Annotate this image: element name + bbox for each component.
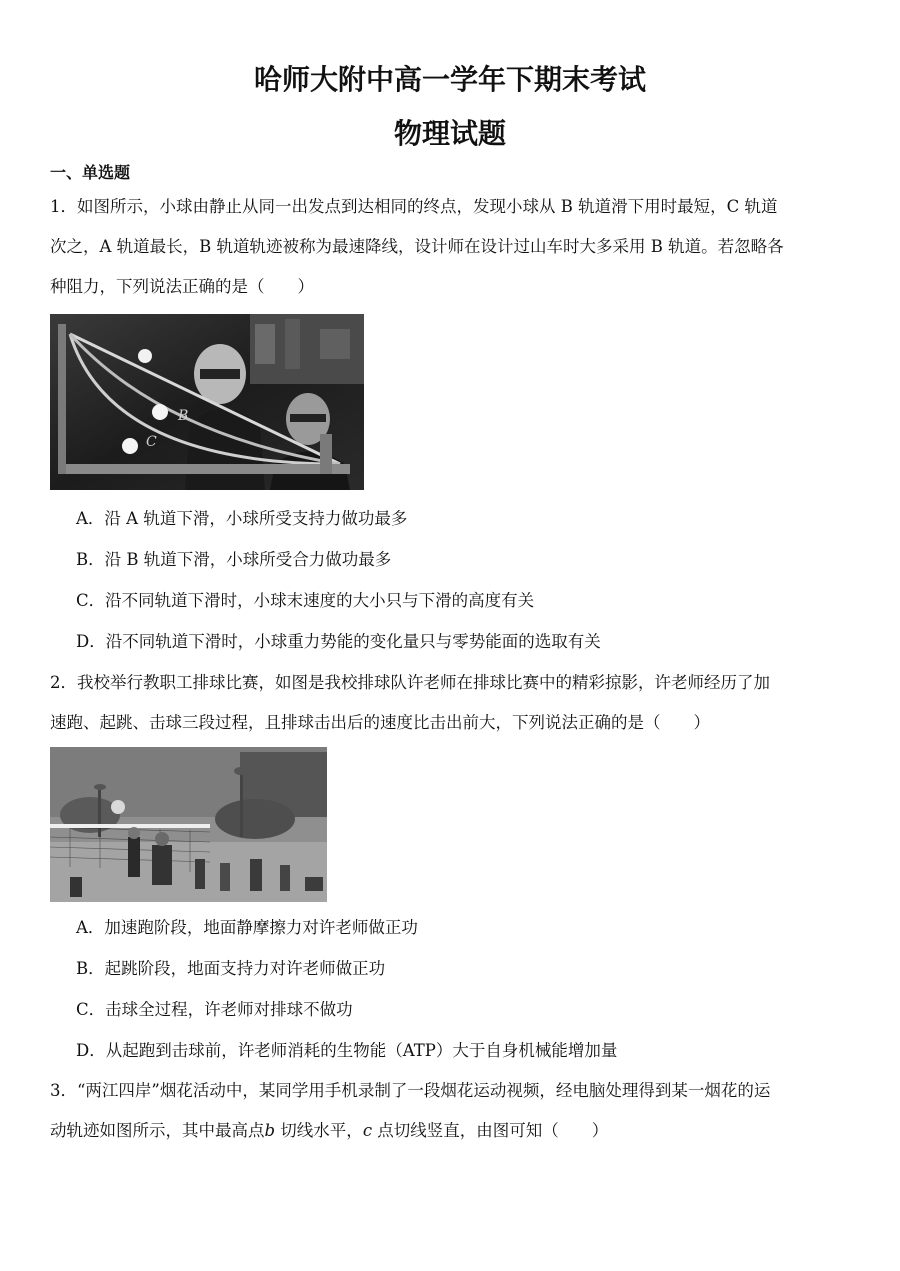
exam-title: 哈师大附中高一学年下期末考试 — [253, 63, 646, 96]
section-heading: 一、单选题 — [50, 163, 131, 182]
q1-track-photo — [50, 314, 364, 490]
q3-stem-text-a: 动轨迹如图所示，其中最高点 — [50, 1121, 265, 1140]
q3-point-c: c — [362, 1121, 373, 1140]
q3-point-b: b — [264, 1121, 276, 1140]
q1-stem-line-2: 次之，A 轨道最长，B 轨道轨迹被称为最速降线，设计师在设计过山车时大多采用 B 轨道。若忽略各 — [50, 237, 784, 256]
q1-option-d[interactable]: D．沿不同轨道下滑时，小球重力势能的变化量只与零势能面的选取有关 — [76, 632, 601, 651]
track-label-c: C — [146, 434, 157, 450]
track-label-b: B — [178, 408, 189, 424]
q1-stem-line-3: 种阻力，下列说法正确的是（ ） — [50, 277, 314, 296]
q1-track-photo-graphic — [50, 314, 364, 490]
q2-option-c[interactable]: C．击球全过程，许老师对排球不做功 — [76, 1000, 353, 1019]
q1-stem-line-1: 1．如图所示，小球由静止从同一出发点到达相同的终点，发现小球从 B 轨道滑下用时最短，C 轨道 — [50, 197, 778, 216]
q2-stem-line-1: 2．我校举行教职工排球比赛，如图是我校排球队许老师在排球比赛中的精彩掠影，许老师经历了加 — [50, 673, 770, 692]
q1-option-a[interactable]: A．沿 A 轨道下滑，小球所受支持力做功最多 — [76, 509, 408, 528]
exam-subtitle: 物理试题 — [393, 117, 506, 150]
q1-option-c[interactable]: C．沿不同轨道下滑时，小球末速度的大小只与下滑的高度有关 — [76, 591, 535, 610]
q3-stem-text-e: 点切线竖直，由图可知（ ） — [372, 1121, 609, 1140]
q3-stem-line-1: 3．“两江四岸”烟花活动中，某同学用手机录制了一段烟花运动视频，经电脑处理得到某一烟花的运 — [50, 1081, 771, 1100]
q2-option-a[interactable]: A．加速跑阶段，地面静摩擦力对许老师做正功 — [76, 918, 418, 937]
q2-volleyball-photo — [50, 747, 327, 902]
q3-stem-text-c: 切线水平， — [275, 1121, 363, 1140]
q2-option-d[interactable]: D．从起跑到击球前，许老师消耗的生物能（ATP）大于自身机械能增加量 — [76, 1041, 618, 1060]
q1-option-b[interactable]: B．沿 B 轨道下滑，小球所受合力做功最多 — [76, 550, 392, 569]
q3-stem-line-2 — [50, 1120, 608, 1142]
q2-volleyball-photo-graphic — [50, 747, 327, 902]
q2-stem-line-2: 速跑、起跳、击球三段过程，且排球击出后的速度比击出前大，下列说法正确的是（ ） — [50, 713, 710, 732]
q2-option-b[interactable]: B．起跳阶段，地面支持力对许老师做正功 — [76, 959, 386, 978]
